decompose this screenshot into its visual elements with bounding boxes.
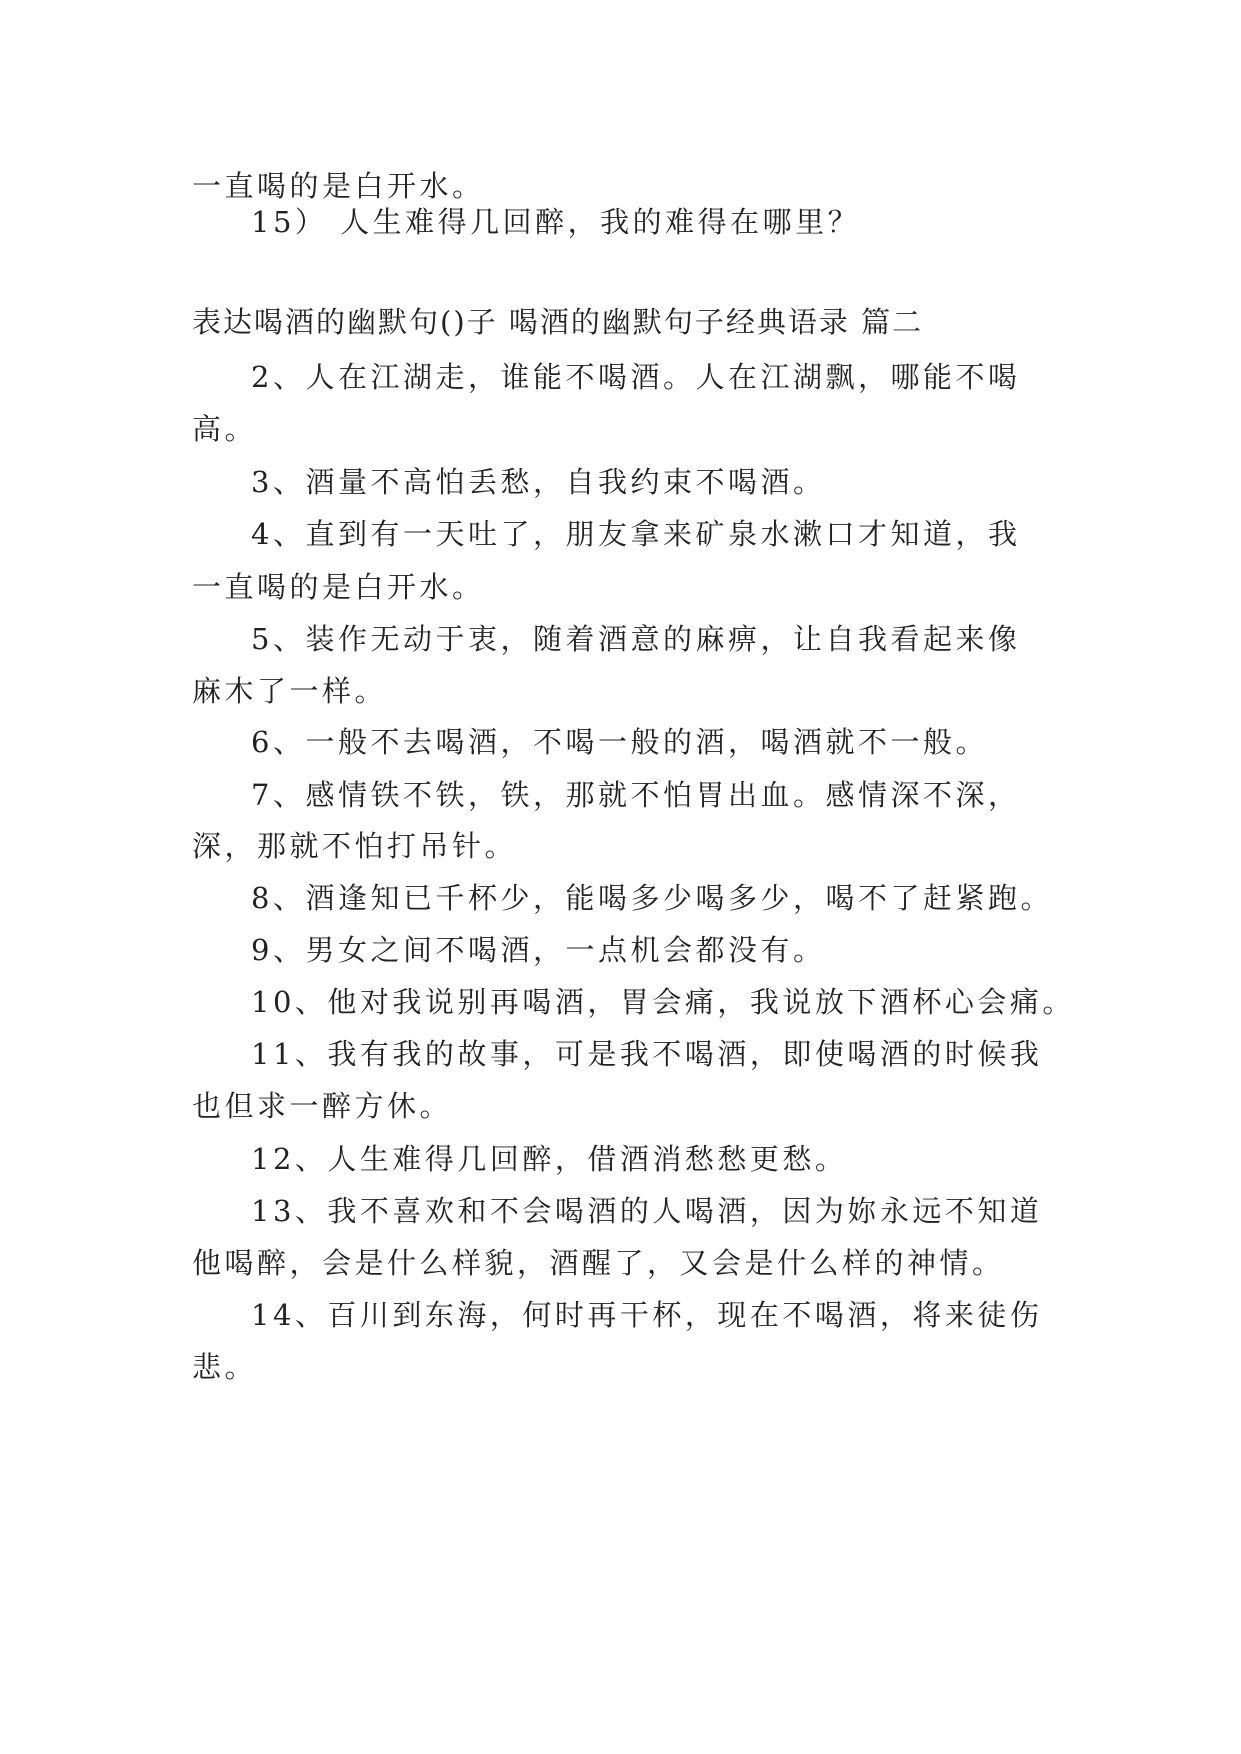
paragraph-line: 麻木了一样。 — [192, 674, 388, 708]
paragraph-line: 3、酒量不高怕丢愁，自我约束不喝酒。 — [251, 465, 826, 499]
paragraph-line: 15） 人生难得几回醉，我的难得在哪里？ — [251, 205, 861, 239]
paragraph-line: 8、酒逢知已千杯少，能喝多少喝多少，喝不了赶紧跑。 — [251, 881, 1053, 915]
paragraph-line: 也但求一醉方休。 — [192, 1089, 453, 1123]
paragraph-line: 14、百川到东海，何时再干杯，现在不喝酒，将来徒伤 — [251, 1298, 1043, 1332]
paragraph-line: 4、直到有一天吐了，朋友拿来矿泉水漱口才知道，我 — [251, 517, 1021, 551]
paragraph-line: 11、我有我的故事，可是我不喝酒，即使喝酒的时候我 — [251, 1037, 1043, 1071]
paragraph-line: 10、他对我说别再喝酒，胃会痛，我说放下酒杯心会痛。 — [251, 985, 1075, 1019]
paragraph-line: 他喝醉，会是什么样貌，酒醒了，又会是什么样的神情。 — [192, 1246, 1005, 1280]
paragraph-line: 悲。 — [192, 1350, 258, 1384]
paragraph-line: 2、人在江湖走，谁能不喝酒。人在江湖飘，哪能不喝 — [251, 360, 1021, 394]
paragraph-line: 7、感情铁不铁，铁，那就不怕胃出血。感情深不深， — [251, 778, 1021, 812]
section-heading: 表达喝酒的幽默句()子 喝酒的幽默句子经典语录 篇二 — [192, 305, 924, 339]
paragraph-line: 5、装作无动于衷，随着酒意的麻痹，让自我看起来像 — [251, 622, 1021, 656]
paragraph-line: 深，那就不怕打吊针。 — [192, 829, 518, 863]
paragraph-line: 高。 — [192, 412, 258, 446]
paragraph-line: 一直喝的是白开水。 — [192, 169, 485, 203]
paragraph-line: 9、男女之间不喝酒，一点机会都没有。 — [251, 933, 826, 967]
paragraph-line: 12、人生难得几回醉，借酒消愁愁更愁。 — [251, 1142, 848, 1176]
paragraph-line: 13、我不喜欢和不会喝酒的人喝酒，因为妳永远不知道 — [251, 1194, 1043, 1228]
paragraph-line: 6、一般不去喝酒，不喝一般的酒，喝酒就不一般。 — [251, 725, 988, 759]
paragraph-line: 一直喝的是白开水。 — [192, 570, 485, 604]
